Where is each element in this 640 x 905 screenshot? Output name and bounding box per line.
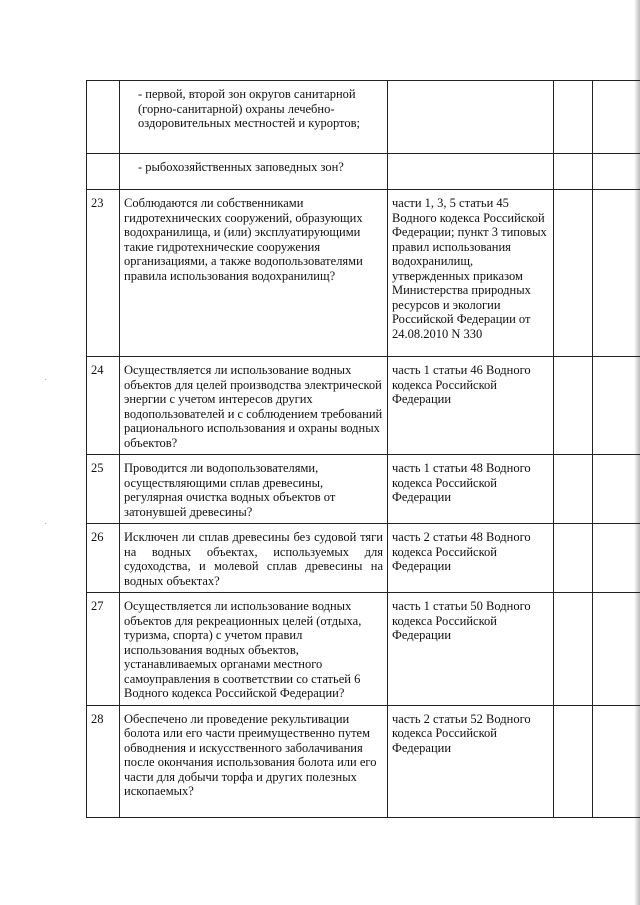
row-number xyxy=(87,154,120,190)
question-cell: Соблюдаются ли собственниками гидротехнических сооружений, образующих водохранилища, и (или) эксплуатирующими такие гидротехнические сооружения организациями, а также водопользователями правила использования водохранилищ? xyxy=(120,190,388,357)
table-row xyxy=(87,154,640,190)
answer-cell xyxy=(554,81,593,154)
legal-basis-cell xyxy=(388,81,554,154)
row-number: 25 xyxy=(87,455,120,524)
legal-basis-cell: часть 2 статьи 48 Водного кодекса Российской Федерации xyxy=(388,524,554,593)
legal-basis-cell xyxy=(388,154,554,190)
note-cell xyxy=(593,593,640,706)
legal-basis-cell: части 1, 3, 5 статьи 45 Водного кодекса Российской Федерации; пункт 3 типовых правил использования водохранилищ, утвержденных приказом Министерства природных ресурсов и экологии Российской Федерации от 24.08.2010 N 330 xyxy=(388,190,554,357)
table-row xyxy=(87,357,640,455)
answer-cell xyxy=(554,593,593,706)
row-number: 27 xyxy=(87,593,120,706)
question-cell: - рыбохозяйственных заповедных зон? xyxy=(120,154,388,190)
legal-basis-cell: часть 2 статьи 52 Водного кодекса Российской Федерации xyxy=(388,705,554,817)
question-cell: - первой, второй зон округов санитарной (горно-санитарной) охраны лечебно-оздоровительных местностей и курортов; xyxy=(120,81,388,154)
row-number: 28 xyxy=(87,705,120,817)
legal-basis-cell: часть 1 статьи 50 Водного кодекса Российской Федерации xyxy=(388,593,554,706)
row-number xyxy=(87,81,120,154)
question-cell: Осуществляется ли использование водных объектов для рекреационных целей (отдыха, туризма, спорта) с учетом правил использования водных объектов, устанавливаемых органами местного самоуправления в соответствии со статьей 6 Водного кодекса Российской Федерации? xyxy=(120,593,388,706)
table-row xyxy=(87,81,640,154)
scan-artifact: ˙ xyxy=(44,522,48,533)
table-row xyxy=(87,190,640,357)
question-cell: Проводится ли водопользователями, осуществляющими сплав древесины, регулярная очистка водных объектов от затонувшей древесины? xyxy=(120,455,388,524)
note-cell xyxy=(593,705,640,817)
note-cell xyxy=(593,455,640,524)
scan-artifact: ˙ xyxy=(44,378,48,389)
answer-cell xyxy=(554,190,593,357)
question-cell: Осуществляется ли использование водных объектов для целей производства электрической энергии с учетом интересов других водопользователей и с соблюдением требований рационального использования и охраны водных объектов? xyxy=(120,357,388,455)
answer-cell xyxy=(554,705,593,817)
note-cell xyxy=(593,190,640,357)
legal-basis-cell: часть 1 статьи 46 Водного кодекса Российской Федерации xyxy=(388,357,554,455)
table-row xyxy=(87,705,640,817)
note-cell xyxy=(593,524,640,593)
question-cell: Обеспечено ли проведение рекультивации болота или его части преимущественно путем обводнения и искусственного заболачивания после окончания использования болота или его части для добычи торфа и других полезных ископаемых? xyxy=(120,705,388,817)
row-number: 23 xyxy=(87,190,120,357)
checklist-table xyxy=(86,80,640,818)
row-number: 26 xyxy=(87,524,120,593)
table-row xyxy=(87,524,640,593)
note-cell xyxy=(593,154,640,190)
answer-cell xyxy=(554,154,593,190)
note-cell xyxy=(593,81,640,154)
table-row xyxy=(87,455,640,524)
answer-cell xyxy=(554,524,593,593)
note-cell xyxy=(593,357,640,455)
row-number: 24 xyxy=(87,357,120,455)
answer-cell xyxy=(554,357,593,455)
answer-cell xyxy=(554,455,593,524)
question-cell: Исключен ли сплав древесины без судовой тяги на водных объектах, используемых для судоходства, и молевой сплав древесины на водных объектах? xyxy=(120,524,388,593)
table-row xyxy=(87,593,640,706)
legal-basis-cell: часть 1 статьи 48 Водного кодекса Российской Федерации xyxy=(388,455,554,524)
